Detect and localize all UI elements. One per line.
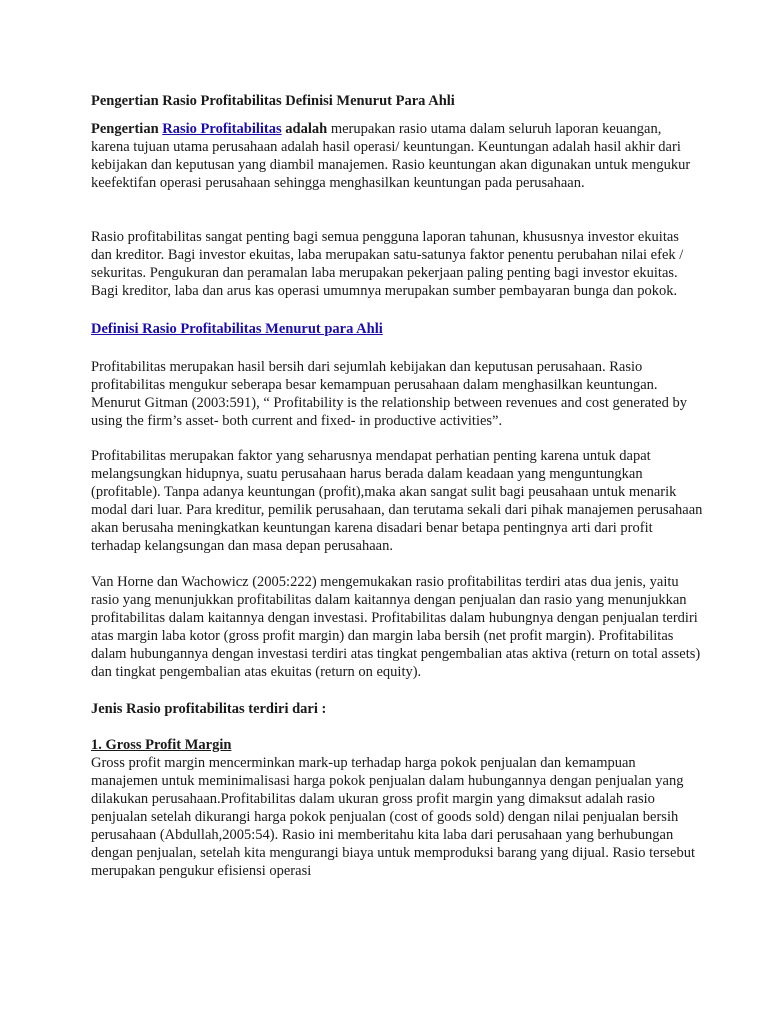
section1-title: 1. Gross Profit Margin [91, 737, 232, 753]
rasio-profitabilitas-link[interactable]: Rasio Profitabilitas [162, 121, 282, 137]
intro-bold-word: adalah [285, 121, 328, 137]
paragraph-importance-profit: Profitabilitas merupakan faktor yang seharusnya mendapat perhatian penting karena untuk dapat melangsungkan hidupnya, suatu perusahaan harus berada dalam keadaan yang menguntungkan (profitable). Tanpa adanya keuntungan (profit),maka akan sangat sulit bagi peusahaan untuk menarik modal dari luar. Para kreditur, pemilik perusahaan, dan terutama sekali dari pihak manajemen perusahaan akan berusaha meningkatkan keuntungan karena disadari benar betapa pentingnya arti dari profit terhadap kelangsungan dan masa depan perusahaan. [91, 448, 703, 554]
document-page [91, 92, 703, 880]
paragraph-van-horne: Van Horne dan Wachowicz (2005:222) mengemukakan rasio profitabilitas terdiri atas dua jenis, yaitu rasio yang menunjukkan profitabilitas dalam kaitannya dengan penjualan dan rasio yang menunjukkan profitabilitas dalam kaitannya dengan investasi. Profitabilitas dalam hubungnya dengan penjualan terdiri atas margin laba kotor (gross profit margin) dan margin laba bersih (net profit margin). Profitabilitas dalam hubungannya dengan investasi terdiri atas tingkat pengembalian atas aktiva (return on total assets) dan tingkat pengembalian atas ekuitas (return on equity). [91, 574, 701, 680]
types-heading: Jenis Rasio profitabilitas terdiri dari : [91, 701, 327, 717]
intro-text: merupakan rasio utama dalam seluruh laporan keuangan, karena tujuan utama perusahaan adalah hasil operasi/ keuntungan. Keuntungan adalah hasil akhir dari kebijakan dan keputusan yang diambil manajemen. Rasio keuntungan akan digunakan untuk mengukur keefektifan operasi perusahaan sehingga menghasilkan keuntungan pada perusahaan. [91, 121, 691, 191]
document-title: Pengertian Rasio Profitabilitas Definisi Menurut Para Ahli [91, 93, 455, 109]
definition-heading [91, 320, 703, 338]
intro-paragraph [91, 120, 703, 192]
paragraph-importance: Rasio profitabilitas sangat penting bagi semua pengguna laporan tahunan, khususnya investor ekuitas dan kreditor. Bagi investor ekuitas, laba merupakan satu-satunya faktor penentu perubahan nilai efek / sekuritas. Pengukuran dan peramalan laba merupakan pekerjaan paling penting bagi investor ekuitas. Bagi kreditor, laba dan arus kas operasi umumnya merupakan sumber pembayaran bunga dan pokok. [91, 229, 684, 299]
section1-body: Gross profit margin mencerminkan mark-up terhadap harga pokok penjualan dan kemampuan manajemen untuk meminimalisasi harga pokok penjualan dalam hubungannya dengan penjualan yang dilakukan perusahaan.Profitabilitas dalam ukuran gross profit margin yang dimaksut adalah rasio penjualan setelah dikurangi harga pokok penjualan (cost of goods sold) dengan nilai penjualan bersih perusahaan (Abdullah,2005:54). Rasio ini memberitahu kita laba dari perusahaan yang berhubungan dengan penjualan, setelah kita mengurangi biaya untuk memproduksi barang yang dijual. Rasio tersebut merupakan pengukur efisiensi operasi [91, 755, 696, 879]
intro-lead-word: Pengertian [91, 121, 159, 137]
definition-link[interactable]: Definisi Rasio Profitabilitas Menurut para Ahli [91, 321, 383, 337]
paragraph-definition: Profitabilitas merupakan hasil bersih dari sejumlah kebijakan dan keputusan perusahaan. Rasio profitabilitas mengukur seberapa besar kemampuan perusahaan dalam menghasilkan keuntungan. Menurut Gitman (2003:591), “ Profitability is the relationship between revenues and cost generated by using the firm’s asset- both current and fixed- in productive activities”. [91, 359, 687, 429]
